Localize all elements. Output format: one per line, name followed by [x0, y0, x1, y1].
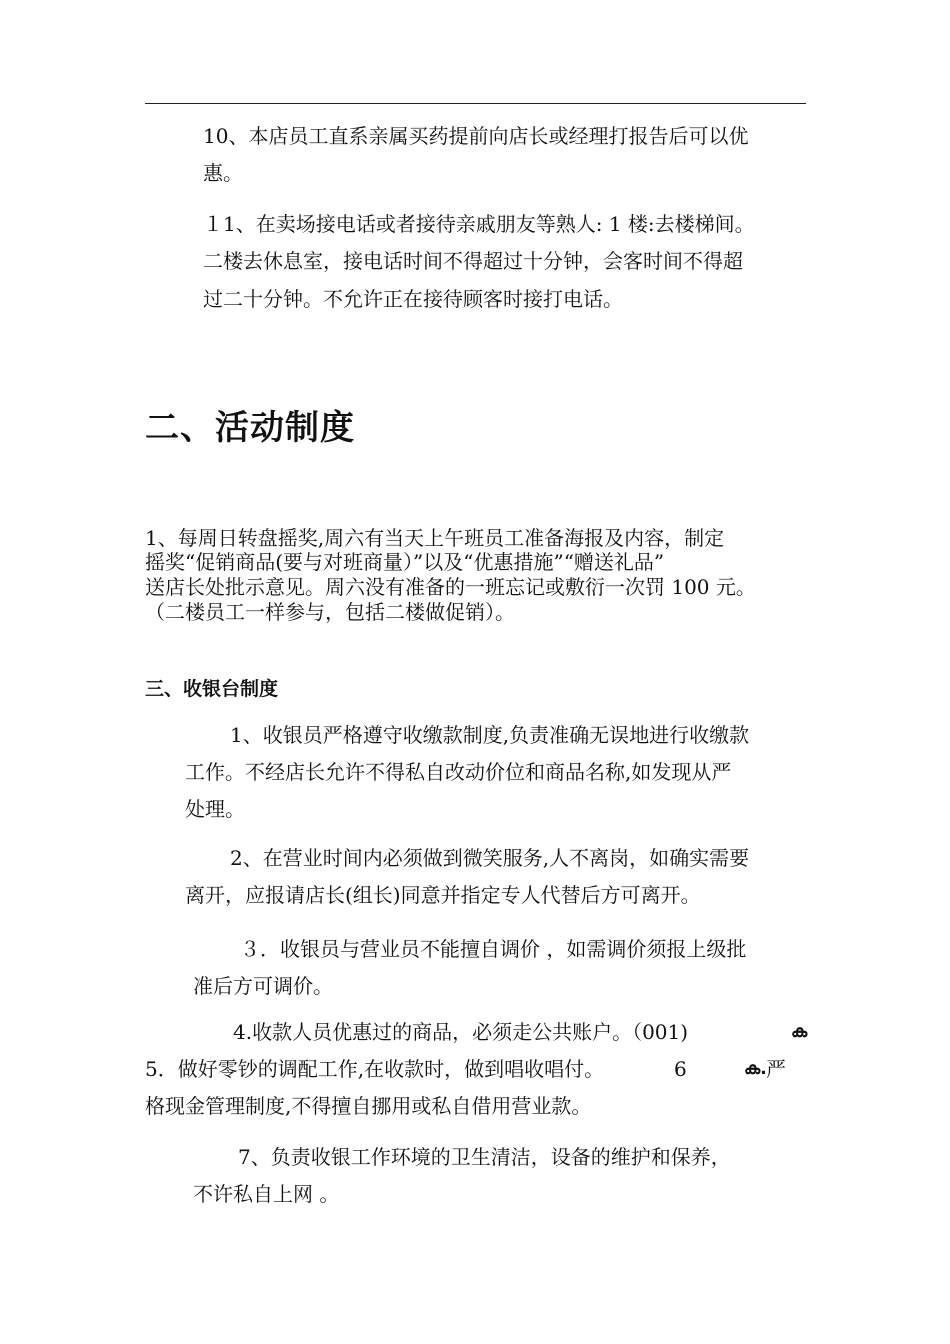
cashier-item-4-mark: ക: [791, 1022, 808, 1042]
item-11-line-2: 二楼去休息室，接电话时间不得超过十分钟，会客时间不得超: [203, 249, 743, 273]
cashier-item-7-line-1: 7、负责收银工作环境的卫生清洁，设备的维护和保养，: [238, 1145, 731, 1169]
cashier-item-1-line-1: 1、收银员严格遵守收缴款制度,负责准确无误地进行收缴款: [230, 723, 750, 747]
cashier-item-6-cont: 格现金管理制度,不得擅自挪用或私自借用营业款。: [145, 1094, 592, 1118]
item-10-line-2: 惠。: [203, 161, 243, 185]
item-11-line-3: 过二十分钟。不允许正在接待顾客时接打电话。: [203, 287, 623, 311]
cashier-item-1-line-3: 处理。: [185, 797, 245, 821]
cashier-item-6-number: 6: [674, 1057, 687, 1081]
cashier-item-4: 4.收款人员优惠过的商品，必须走公共账户。（001): [233, 1020, 689, 1044]
cashier-item-2-line-1: 2、在营业时间内必须做到微笑服务,人不离岗，如确实需要: [230, 846, 750, 870]
cashier-item-7-line-2: 不许私自上网 。: [193, 1182, 340, 1206]
cashier-item-6-mark: ക.: [744, 1059, 767, 1079]
header-rule: [145, 103, 806, 104]
cashier-item-3-line-1: ３．收银员与营业员不能擅自调价 ，如需调价须报上级批: [240, 937, 747, 961]
cashier-item-1-line-2: 工作。不经店长允许不得私自改动价位和商品名称,如发现从严: [185, 760, 732, 784]
activity-item-1-line-1: 1、每周日转盘摇奖,周六有当天上午班员工准备海报及内容，制定: [145, 526, 725, 550]
item-11-line-1: １1、在卖场接电话或者接待亲戚朋友等熟人: 1 楼:去楼梯间。: [203, 212, 755, 236]
section-2-heading: 二、活动制度: [145, 408, 355, 448]
activity-item-1-line-2: 摇奖“促销商品(要与对班商量）”以及“优惠措施”“赠送礼品”: [145, 550, 665, 574]
cashier-item-5: 5．做好零钞的调配工作,在收款时，做到唱收唱付。: [145, 1057, 605, 1081]
cashier-item-6-start: 严: [766, 1057, 786, 1081]
item-10-line-1: 10、本店员工直系亲属买药提前向店长或经理打报告后可以优: [203, 124, 749, 148]
section-3-heading: 三、收银台制度: [145, 678, 279, 700]
activity-item-1-line-4: （二楼员工一样参与，包括二楼做促销）。: [145, 600, 515, 624]
cashier-item-3-line-2: 准后方可调价。: [193, 974, 333, 998]
activity-item-1-line-3: 送店长处批示意见。周六没有准备的一班忘记或敷衍一次罚 100 元。: [145, 575, 756, 599]
cashier-item-2-line-2: 离开，应报请店长(组长)同意并指定专人代替后方可离开。: [185, 883, 701, 907]
